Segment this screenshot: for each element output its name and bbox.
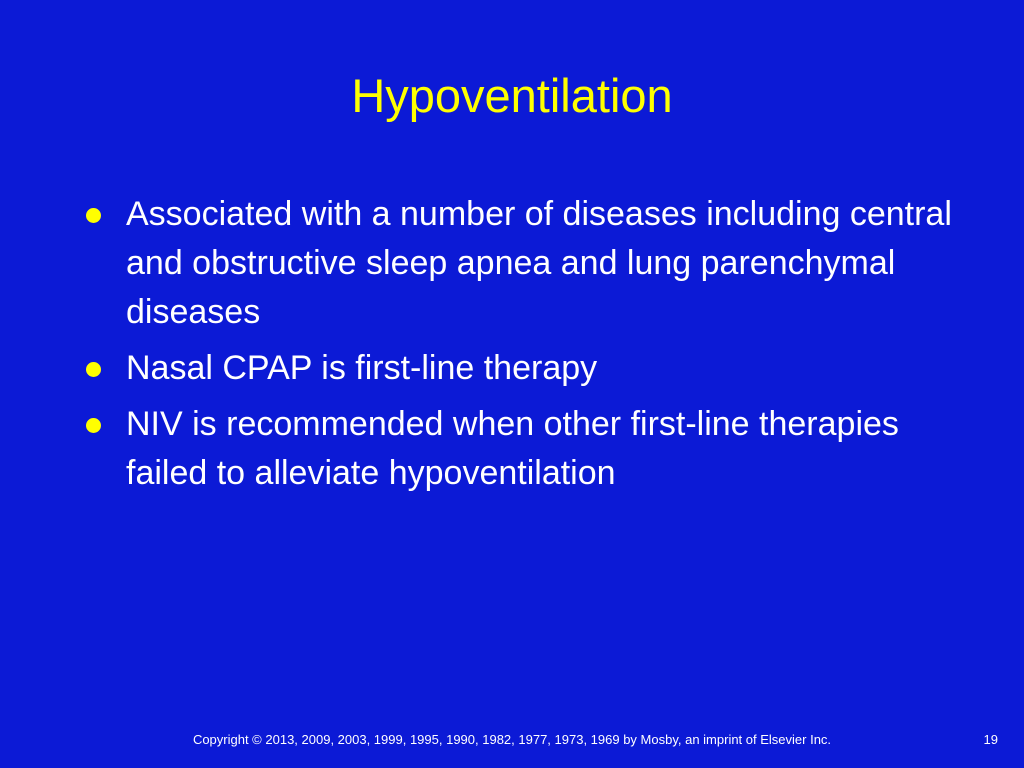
bullet-dot-icon [86,362,101,377]
slide-title: Hypoventilation [351,69,673,122]
bullet-item [84,190,964,337]
bullet-list [84,190,964,505]
bullet-text: Associated with a number of diseases including central and obstructive sleep apnea and lung parenchymal diseases [126,195,952,331]
bullet-text: Nasal CPAP is first-line therapy [126,349,598,387]
bullet-dot-icon [86,418,101,433]
bullet-item [84,344,964,393]
copyright-notice: Copyright © 2013, 2009, 2003, 1999, 1995, 1990, 1982, 1977, 1973, 1969 by Mosby, an imprint of Elsevier Inc. [192,732,832,747]
bullet-item [84,400,964,498]
bullet-text: NIV is recommended when other first-line therapies failed to alleviate hypoventilation [126,405,899,492]
bullet-dot-icon [86,208,101,223]
page-number: 19 [983,732,998,747]
